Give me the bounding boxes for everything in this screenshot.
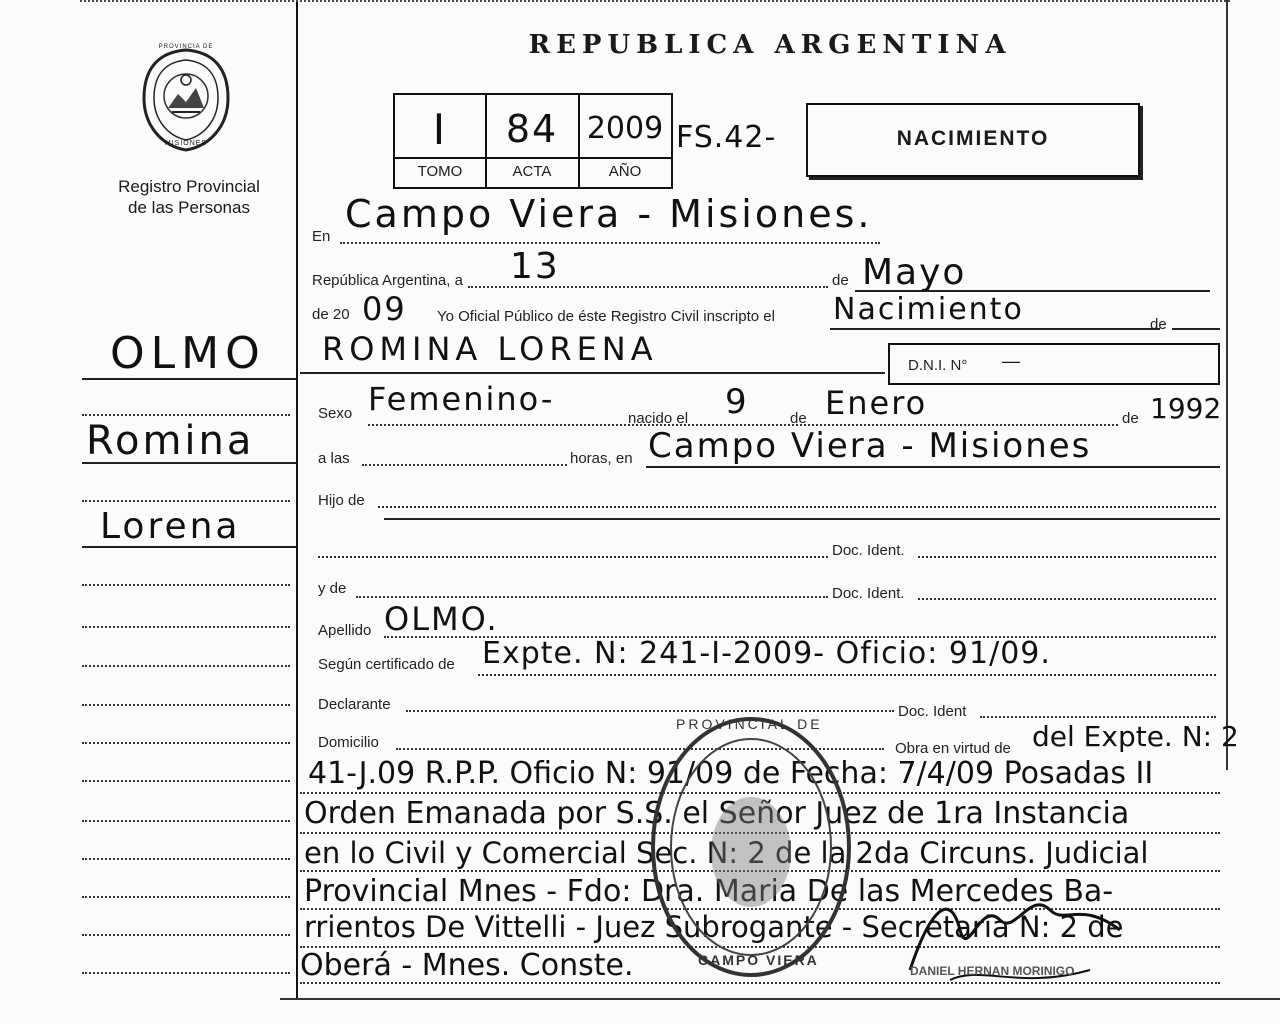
record-type-box bbox=[806, 103, 1140, 177]
day-value: 13 bbox=[510, 246, 560, 287]
year-value: 09 bbox=[362, 290, 407, 328]
left-column-divider bbox=[296, 0, 298, 1000]
sidebar-dotted-line bbox=[82, 972, 290, 974]
provincial-seal bbox=[138, 46, 234, 154]
sidebar-dotted-line bbox=[82, 934, 290, 936]
dni-box bbox=[888, 343, 1220, 385]
note-line-5: rrientos De Vittelli - Juez Subrogante - Secretaria N: 2 de bbox=[304, 910, 1124, 944]
sidebar-dotted-line bbox=[82, 704, 290, 706]
sidebar-dotted-line bbox=[82, 584, 290, 586]
stamp-text-top: PROVINCIAL DE bbox=[676, 716, 823, 732]
birth-place-line bbox=[646, 466, 1220, 468]
obra-label: Obra en virtud de bbox=[895, 740, 1011, 757]
registry-name-line2: de las Personas bbox=[128, 198, 250, 217]
sexo-label: Sexo bbox=[318, 405, 353, 422]
sidebar-first-name: Romina bbox=[86, 418, 255, 464]
acta-label: ACTA bbox=[512, 163, 552, 180]
sexo-value: Femenino- bbox=[368, 380, 555, 418]
signer-name: DANIEL HERNAN MORINIGO bbox=[910, 964, 1075, 978]
person-name: ROMINA LORENA bbox=[322, 330, 658, 368]
country-title: REPUBLICA ARGENTINA bbox=[528, 30, 1012, 60]
segun-line bbox=[478, 674, 1216, 676]
doc-ident-value-line-3 bbox=[980, 716, 1216, 718]
doc-ident-value-line-2 bbox=[918, 598, 1216, 600]
birth-year: 1992 bbox=[1150, 392, 1222, 425]
doc-ident-label-3: Doc. Ident bbox=[898, 703, 967, 720]
a-las-line bbox=[362, 464, 567, 466]
signature bbox=[890, 870, 1140, 1000]
sidebar-dotted-line bbox=[82, 414, 290, 416]
sidebar-second-name: Lorena bbox=[100, 506, 241, 547]
record-type-label: NACIMIENTO bbox=[896, 127, 1050, 150]
right-page-border bbox=[1226, 0, 1228, 770]
registry-name-line1: Registro Provincial bbox=[118, 177, 260, 196]
declarante-label: Declarante bbox=[318, 696, 391, 713]
y-de-label: y de bbox=[318, 580, 347, 597]
sidebar-dotted-line bbox=[82, 500, 290, 502]
sidebar-dotted-line bbox=[82, 780, 290, 782]
en-label: En bbox=[312, 228, 331, 245]
ano-value: 2009 bbox=[586, 111, 664, 146]
nacido-label: nacido el bbox=[628, 410, 689, 427]
oficial-text: Yo Oficial Público de éste Registro Civil inscripto el bbox=[437, 308, 775, 325]
hijo-line-2 bbox=[384, 518, 1220, 520]
apellido-label: Apellido bbox=[318, 622, 372, 639]
hijo-line bbox=[378, 506, 1216, 508]
apellido-value: OLMO. bbox=[384, 600, 499, 638]
obra-value: del Expte. N: 2 bbox=[1032, 720, 1239, 753]
tomo-value: I bbox=[432, 105, 448, 154]
sidebar-dotted-line bbox=[82, 858, 290, 860]
dni-value: — bbox=[1002, 351, 1020, 371]
horas-label: horas, en bbox=[570, 450, 633, 467]
de-label: de bbox=[832, 272, 849, 289]
de-label-4: de bbox=[1122, 410, 1139, 427]
de-label-2: de bbox=[1150, 316, 1167, 333]
republica-label: República Argentina, a bbox=[312, 272, 463, 289]
sidebar-dotted-line bbox=[82, 626, 290, 628]
person-name-line bbox=[300, 372, 885, 374]
stamp-text-bottom: CAMPO VIERA bbox=[698, 952, 819, 968]
hijo-label: Hijo de bbox=[318, 492, 365, 509]
en-line bbox=[340, 242, 880, 244]
record-id-box bbox=[393, 93, 673, 189]
inscripto-value: Nacimiento bbox=[833, 292, 1024, 327]
top-border bbox=[80, 0, 1230, 2]
acta-value: 84 bbox=[505, 107, 559, 151]
doc-ident-value-line bbox=[918, 556, 1216, 558]
dni-label: D.N.I. N° bbox=[908, 357, 968, 374]
a-las-label: a las bbox=[318, 450, 350, 467]
official-stamp bbox=[646, 712, 856, 982]
sidebar-dotted-line bbox=[82, 665, 290, 667]
de-label-3: de bbox=[790, 410, 807, 427]
sidebar-dotted-line bbox=[82, 820, 290, 822]
folio-number: FS.42- bbox=[676, 120, 777, 155]
birth-place: Campo Viera - Misiones bbox=[648, 426, 1092, 466]
doc-ident-line bbox=[318, 556, 828, 558]
sidebar-first-name-line bbox=[82, 462, 296, 464]
sidebar-dotted-line bbox=[82, 896, 290, 898]
sidebar-dotted-line bbox=[82, 742, 290, 744]
inscripto-line bbox=[830, 328, 1160, 330]
bottom-edge bbox=[280, 998, 1280, 1000]
note-line-4: Provincial Mnes - Fdo: Dra. Maria De las Mercedes Ba- bbox=[304, 874, 1114, 909]
note-line-6: Oberá - Mnes. Conste. bbox=[300, 948, 634, 983]
sidebar-second-name-line bbox=[82, 546, 296, 548]
seal-text-bottom: MISIONES bbox=[164, 140, 208, 147]
segun-value: Expte. N: 241-I-2009- Oficio: 91/09. bbox=[482, 636, 1051, 671]
registry-name bbox=[96, 176, 282, 218]
doc-ident-label-2: Doc. Ident. bbox=[832, 585, 905, 602]
ano-label: AÑO bbox=[608, 163, 642, 180]
de-line-2 bbox=[1172, 328, 1220, 330]
year-prefix-label: de 20 bbox=[312, 306, 350, 323]
doc-ident-label: Doc. Ident. bbox=[832, 542, 905, 559]
note-line-1: 41-J.09 R.P.P. Oficio N: 91/09 de Fecha: 7/4/09 Posadas II bbox=[308, 756, 1154, 791]
birth-day: 9 bbox=[725, 382, 749, 422]
birth-month: Enero bbox=[825, 384, 928, 422]
note-line-3: en lo Civil y Comercial Sec. N: 2 de la 2da Circuns. Judicial bbox=[304, 836, 1149, 870]
note-line-2: Orden Emanada por S.S. el Señor Juez de 1ra Instancia bbox=[304, 796, 1130, 831]
y-de-line bbox=[356, 596, 828, 598]
segun-label: Según certificado de bbox=[318, 656, 455, 673]
month-value: Mayo bbox=[862, 252, 967, 293]
seal-text-top: PROVINCIA DE bbox=[158, 44, 214, 50]
sidebar-surname-line bbox=[82, 378, 296, 380]
tomo-label: TOMO bbox=[417, 163, 463, 180]
sidebar-surname: OLMO bbox=[110, 328, 266, 379]
domicilio-label: Domicilio bbox=[318, 734, 379, 751]
en-value: Campo Viera - Misiones. bbox=[345, 192, 873, 236]
